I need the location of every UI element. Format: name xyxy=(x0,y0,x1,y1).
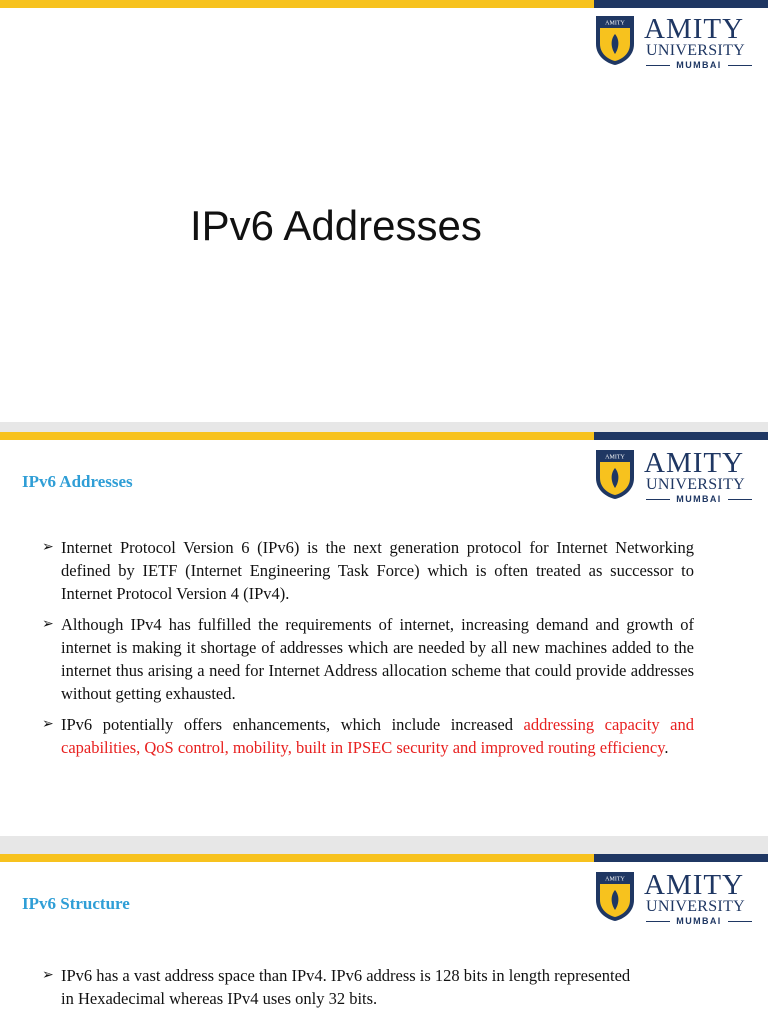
top-accent-bar xyxy=(0,0,768,8)
amity-logo xyxy=(594,14,756,72)
slide-divider xyxy=(0,422,768,432)
logo-name: AMITY xyxy=(644,869,745,901)
logo-name: AMITY xyxy=(644,447,745,479)
amity-logo xyxy=(594,448,756,506)
logo-city: MUMBAI xyxy=(646,493,752,505)
logo-subtitle: UNIVERSITY xyxy=(646,898,745,915)
svg-text:AMITY: AMITY xyxy=(605,454,625,461)
highlighted-text: addressing capacity and capabilities, QoS control, mobility, built in IPSEC security and improved routing efficiency xyxy=(61,715,695,757)
slide-divider xyxy=(0,836,768,854)
section-title: IPv6 Structure xyxy=(22,894,130,913)
logo-name: AMITY xyxy=(644,13,745,45)
slide-ipv6-structure xyxy=(0,854,768,1024)
shield-icon xyxy=(594,870,636,922)
shield-icon xyxy=(594,14,636,66)
amity-logo xyxy=(594,870,756,928)
bullet-item: ➢ Although IPv4 has fulfilled the requirements of internet, increasing demand and growth of internet is making it shortage of addresses which are needed by all new machines added to the internet thus arising a need for Internet Address allocation scheme that could provide addresses without getting exhausted. xyxy=(42,615,694,703)
shield-icon xyxy=(594,448,636,500)
svg-text:AMITY: AMITY xyxy=(605,20,625,27)
svg-text:AMITY: AMITY xyxy=(605,876,625,883)
bullet-item: ➢ IPv6 has a vast address space than IPv4. IPv6 address is 128 bits in length represented in Hexadecimal whereas IPv4 uses only 32 bits. xyxy=(42,966,631,1008)
arrow-bullet-icon: ➢ xyxy=(42,616,54,632)
slide-ipv6-addresses xyxy=(0,432,768,836)
logo-subtitle: UNIVERSITY xyxy=(646,42,745,59)
arrow-bullet-icon: ➢ xyxy=(42,967,54,983)
top-accent-bar xyxy=(0,432,768,440)
bullet-list xyxy=(42,964,642,1018)
bullet-item: ➢ IPv6 potentially offers enhancements, which include increased addressing capacity and capabilities, QoS control, mobility, built in IPSEC security and improved routing efficiency. xyxy=(42,715,695,757)
bullet-list xyxy=(42,536,694,767)
logo-city: MUMBAI xyxy=(646,915,752,927)
slide-title xyxy=(0,0,768,422)
logo-subtitle: UNIVERSITY xyxy=(646,476,745,493)
logo-city: MUMBAI xyxy=(646,59,752,71)
bullet-item: ➢ Internet Protocol Version 6 (IPv6) is the next generation protocol for Internet Networking defined by IETF (Internet Engineering Task Force) which is often treated as successor to Internet Protocol Version 4 (IPv4). xyxy=(42,538,694,603)
top-accent-bar xyxy=(0,854,768,862)
slide-main-title: IPv6 Addresses xyxy=(190,202,482,249)
arrow-bullet-icon: ➢ xyxy=(42,716,54,732)
arrow-bullet-icon: ➢ xyxy=(42,539,54,555)
section-title: IPv6 Addresses xyxy=(22,472,133,491)
